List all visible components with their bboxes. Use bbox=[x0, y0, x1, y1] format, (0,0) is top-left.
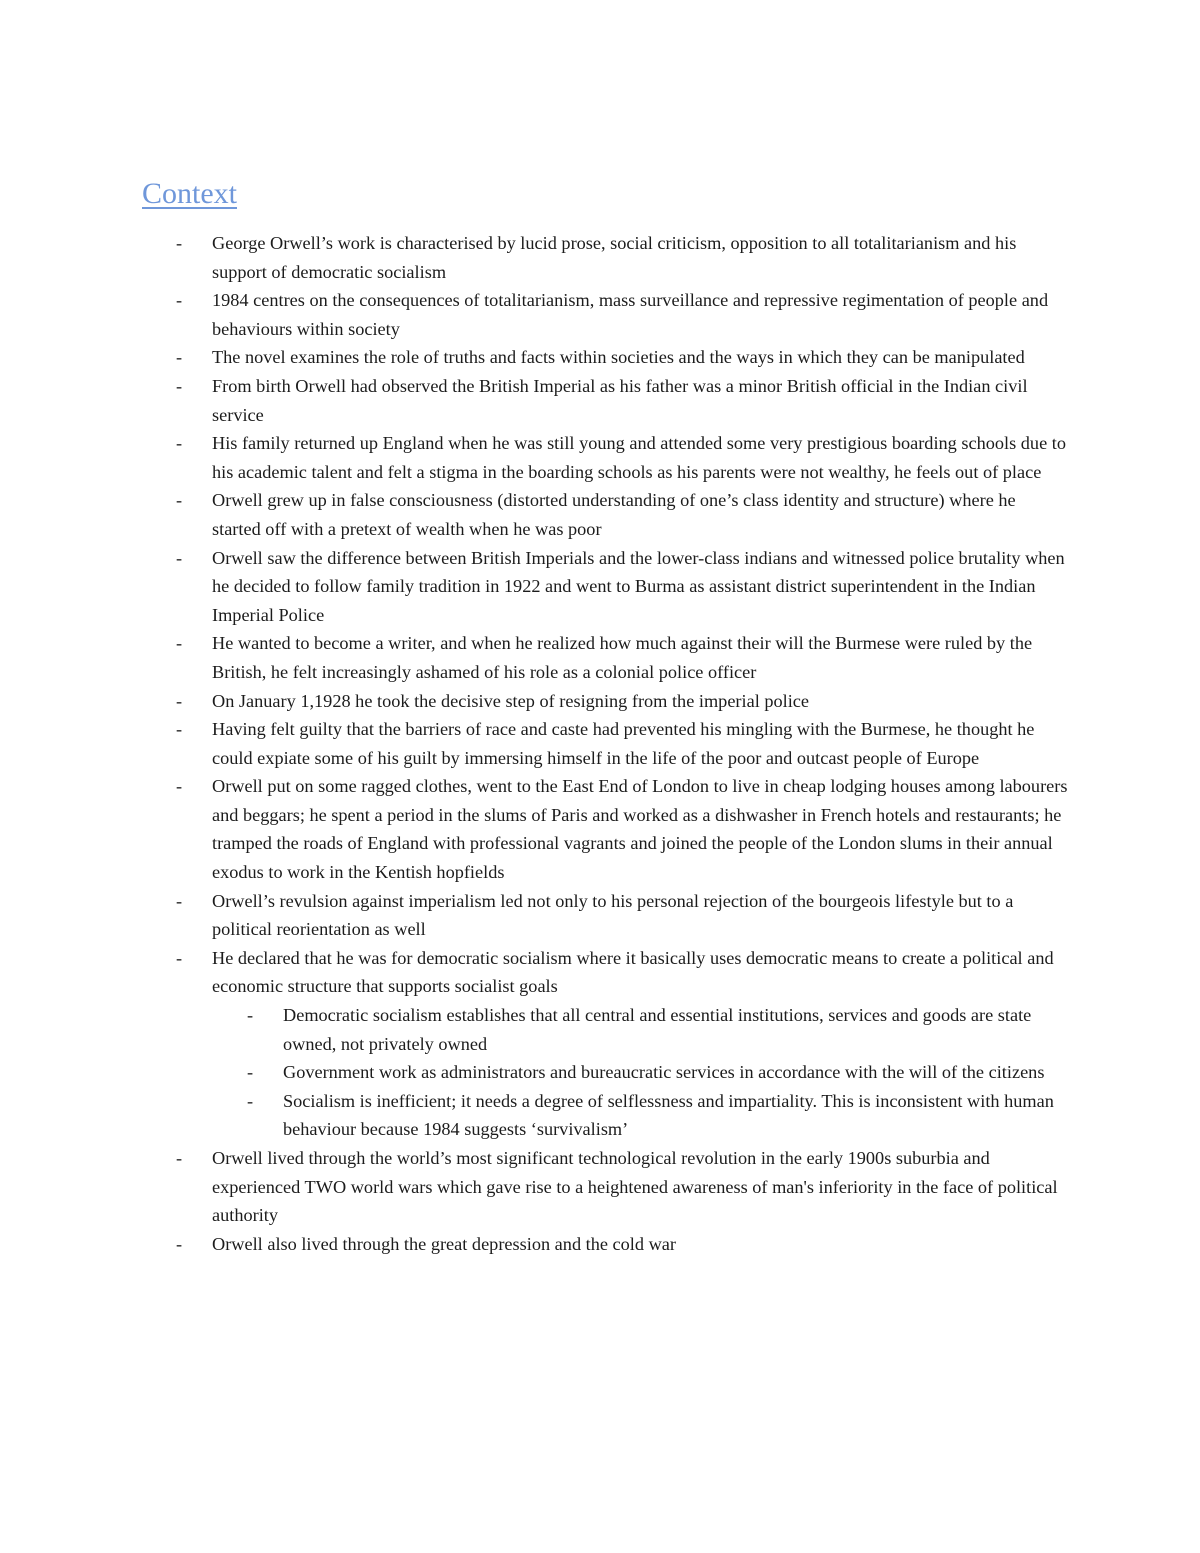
list-item bbox=[0, 629, 1068, 686]
list-item bbox=[0, 544, 1068, 630]
list-item-text: Orwell’s revulsion against imperialism led not only to his personal rejection of the bourgeois lifestyle but to a political reorientation as well bbox=[212, 890, 1014, 940]
list-item-text: Having felt guilty that the barriers of race and caste had prevented his mingling with the Burmese, he thought he could expiate some of his guilt by immersing himself in the life of the poor and outcast people of Europe bbox=[212, 719, 1035, 768]
list-item-text: Orwell grew up in false consciousness (distorted understanding of one’s class identity and structure) where he started off with a pretext of wealth when he was poor bbox=[212, 490, 1016, 539]
bullet-dash: - bbox=[176, 890, 183, 911]
list-item-text: From birth Orwell had observed the British Imperial as his father was a minor British official in the Indian civil service bbox=[212, 375, 1028, 425]
bullet-dash: - bbox=[176, 547, 183, 568]
list-item bbox=[0, 944, 1068, 1001]
sub-list-item bbox=[0, 1087, 1068, 1144]
list-item bbox=[0, 1230, 1068, 1259]
list-item-text: Government work as administrators and bureaucratic services in accordance with the will of the citizens bbox=[283, 1062, 1045, 1083]
bullet-dash: - bbox=[176, 290, 183, 311]
list-item-text: Socialism is inefficient; it needs a degree of selflessness and impartiality. This is inconsistent with human behaviour because 1984 suggests ‘survivalism’ bbox=[283, 1090, 1054, 1140]
bullet-dash: - bbox=[247, 1005, 254, 1026]
bullet-dash: - bbox=[176, 433, 183, 454]
list-item-text: On January 1,1928 he took the decisive step of resigning from the imperial police bbox=[212, 690, 810, 711]
list-item bbox=[0, 372, 1068, 429]
list-item-text: Orwell put on some ragged clothes, went to the East End of London to live in cheap lodging houses among labourers and beggars; he spent a period in the slums of Paris and worked as a dishwasher in French hotels and restaurants; he tramped the roads of England with professional vagrants and joined the people of the London slums in their annual exodus to work in the Kentish hopfields bbox=[212, 776, 1068, 883]
bullet-list bbox=[0, 229, 1200, 1258]
list-item-text: Orwell lived through the world’s most significant technological revolution in the early 1900s suburbia and experienced TWO world wars which gave rise to a heightened awareness of man's inferiority in the face of political authority bbox=[212, 1148, 1058, 1226]
bullet-dash: - bbox=[176, 375, 183, 396]
bullet-dash: - bbox=[176, 1233, 183, 1254]
sub-list-item bbox=[0, 1001, 1068, 1058]
list-item bbox=[0, 486, 1068, 543]
list-item-text: Orwell saw the difference between British Imperials and the lower-class indians and witnessed police brutality when he decided to follow family tradition in 1922 and went to Burma as assistant district superintendent in the Indian Imperial Police bbox=[212, 547, 1065, 625]
list-item bbox=[0, 887, 1068, 944]
bullet-dash: - bbox=[176, 347, 183, 368]
bullet-dash: - bbox=[176, 233, 183, 253]
list-item bbox=[0, 286, 1068, 343]
list-item bbox=[0, 1144, 1068, 1230]
list-item-text: He declared that he was for democratic socialism where it basically uses democratic means to create a political and economic structure that supports socialist goals bbox=[212, 947, 1054, 997]
list-item bbox=[0, 429, 1068, 486]
bullet-dash: - bbox=[176, 947, 183, 968]
list-item bbox=[0, 772, 1068, 886]
bullet-dash: - bbox=[176, 776, 183, 797]
bullet-dash: - bbox=[176, 490, 183, 511]
list-item-text: George Orwell’s work is characterised by lucid prose, social criticism, opposition to all totalitarianism and his support of democratic socialism bbox=[212, 233, 1017, 282]
list-item-text: His family returned up England when he was still young and attended some very prestigious boarding schools due to his academic talent and felt a stigma in the boarding schools as his parents were not wealthy, he feels out of place bbox=[212, 433, 1066, 482]
page-title: Context bbox=[142, 177, 237, 210]
list-item-text: He wanted to become a writer, and when he realized how much against their will the Burmese were ruled by the British, he felt increasingly ashamed of his role as a colonial police officer bbox=[212, 633, 1033, 682]
list-item bbox=[0, 229, 1068, 286]
list-item bbox=[0, 687, 1068, 716]
sub-list-item bbox=[0, 1058, 1068, 1087]
list-item-text: The novel examines the role of truths and facts within societies and the ways in which they can be manipulated bbox=[212, 347, 1025, 368]
bullet-dash: - bbox=[176, 719, 183, 740]
bullet-dash: - bbox=[176, 633, 183, 654]
bullet-dash: - bbox=[247, 1090, 254, 1111]
bullet-dash: - bbox=[176, 690, 183, 711]
list-item bbox=[0, 343, 1068, 372]
list-item-text: Democratic socialism establishes that all central and essential institutions, services and goods are state owned, not privately owned bbox=[283, 1005, 1032, 1054]
bullet-dash: - bbox=[247, 1062, 254, 1083]
bullet-dash: - bbox=[176, 1148, 183, 1168]
list-item-text: 1984 centres on the consequences of totalitarianism, mass surveillance and repressive regimentation of people and behaviours within society bbox=[212, 290, 1049, 339]
list-item-text: Orwell also lived through the great depression and the cold war bbox=[212, 1233, 677, 1254]
list-item bbox=[0, 715, 1068, 772]
